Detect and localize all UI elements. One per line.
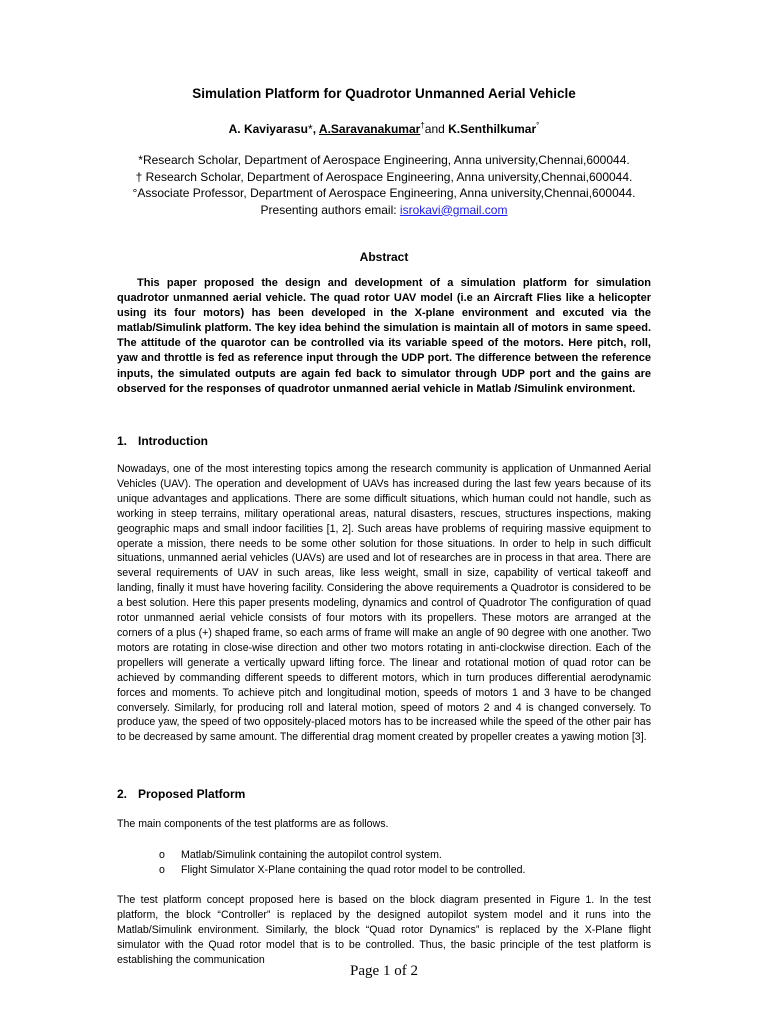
section-2-title: Proposed Platform xyxy=(138,787,246,801)
bullet-mark: o xyxy=(159,849,165,861)
email-line xyxy=(0,202,768,219)
email-label: Presenting authors email: xyxy=(260,202,400,217)
paper-title: Simulation Platform for Quadrotor Unmanned Aerial Vehicle xyxy=(192,86,576,101)
section-1-body: Nowadays, one of the most interesting topics among the research community is application of Unmanned Aerial Vehicles (UAV). The operation and development of UAVs has increased during the last few years because of its unique advantages and applications. There are some difficult situations, which human could not handle, such as working in steep terrains, military operational areas, natural disasters, rescues, structures inspections, making geographic maps and small indoor facilities [1, 2]. Such areas have problems of requiring massive equipment to operate a mission, there needs to be some other solution for those situations. In order to help in such difficult situations, unmanned aerial vehicles (UAVs) are used and lot of researches are in process in that area. There are several requirements of UAV in such areas, like less weight, small in size, capability of vertical takeoff and landing, finally it must have hovering facility. Considering the above requirements a Quadrotor is considered to be a best solution. Here this paper presents modeling, dynamics and control of Quadrotor The configuration of quad rotor unmanned aerial vehicle consists of four motors with its propellers. These motors are arranged at the corners of a plus (+) shaped frame, so each arms of frame will make an angle of 90 degree with one another. Two motors are rotating in close-wise direction and other two motors rotating in anti-clockwise direction. Each of the propellers will generate a vertically upward lifting force. The linear and rotational motion of quad rotor can be achieved by commanding different speeds to different motors, which in turn produces differential aerodynamic forces and moments. To achieve pitch and longitudinal motion, speeds of motors 1 and 3 have to be changed conversely. Similarly, for producing roll and lateral motion, speed of motors 2 and 4 is changed conversely. To produce yaw, the speed of two oppositely-placed motors has to be increased while the speed of the other pair has to be decreased by same amount. The differential drag moment created by propeller creates a yawing motion [3]. xyxy=(117,463,651,744)
author-1: A. Kaviyarasu xyxy=(228,122,309,136)
list-item-text: Matlab/Simulink containing the autopilot control system. xyxy=(181,849,442,861)
affiliation-2: † Research Scholar, Department of Aerospace Engineering, Anna university,Chennai,600044. xyxy=(135,169,633,184)
abstract-text: This paper proposed the design and development of a simulation platform for simulation quadrotor unmanned aerial vehicle. The quad rotor UAV model (i.e an Aircraft Flies like a helicopter using its four motors) has been developed in the X-plane environment and excuted via the matlab/Simulink platform. The key idea behind the simulation is maintain all of motors in same speed. The attitude of the quarotor can be controlled via its variable speed of the motors. Here pitch, roll, yaw and throttle is fed as reference input through the UDP port. The difference between the reference inputs, the simulated outputs are again fed back to simulator through UDP port and the gains are observed for the responses of quadrotor unmanned aerial vehicle in Matlab /Simulink environment. xyxy=(117,277,651,395)
section-2-body: The test platform concept proposed here is based on the block diagram presented in Figure 1. In the test platform, the block “Controller” is replaced by the designed autopilot system model and it runs into the Matlab/Simulink environment. Similarly, the block “Quad rotor Dynamics” is replaced by the X-Plane flight simulator with the Quad rotor model that is to be controlled. Thus, the basic principle of the test platform is establishing the communication xyxy=(117,894,651,966)
section-2-intro: The main components of the test platforms are as follows. xyxy=(117,818,389,830)
section-2-heading xyxy=(117,787,245,801)
section-1-title: Introduction xyxy=(138,434,208,448)
author-2: A.Saravanakumar xyxy=(318,122,421,136)
author-2-mark: † xyxy=(420,121,425,130)
author-3: K.Senthilkumar xyxy=(448,122,537,136)
section-2-number: 2. xyxy=(117,787,128,801)
author-separator: , xyxy=(312,122,319,136)
author-1-mark: * xyxy=(308,122,313,136)
email-link[interactable]: isrokavi@gmail.com xyxy=(399,202,508,217)
list-item xyxy=(159,848,526,863)
author-line xyxy=(0,121,768,136)
affiliations xyxy=(0,152,768,218)
list-item-text: Flight Simulator X-Plane containing the quad rotor model to be controlled. xyxy=(181,864,526,876)
section-1-heading xyxy=(117,434,208,448)
affiliation-1: *Research Scholar, Department of Aerospace Engineering, Anna university,Chennai,600044. xyxy=(138,153,630,167)
author-and: and xyxy=(424,122,449,136)
component-list xyxy=(159,848,526,878)
page-footer: Page 1 of 2 xyxy=(350,963,418,979)
abstract-heading: Abstract xyxy=(359,250,409,264)
affiliation-3: °Associate Professor, Department of Aerospace Engineering, Anna university,Chennai,600044. xyxy=(132,186,636,200)
bullet-mark: o xyxy=(159,864,165,876)
section-1-number: 1. xyxy=(117,434,128,448)
list-item xyxy=(159,863,526,878)
author-3-mark: ° xyxy=(536,121,540,130)
